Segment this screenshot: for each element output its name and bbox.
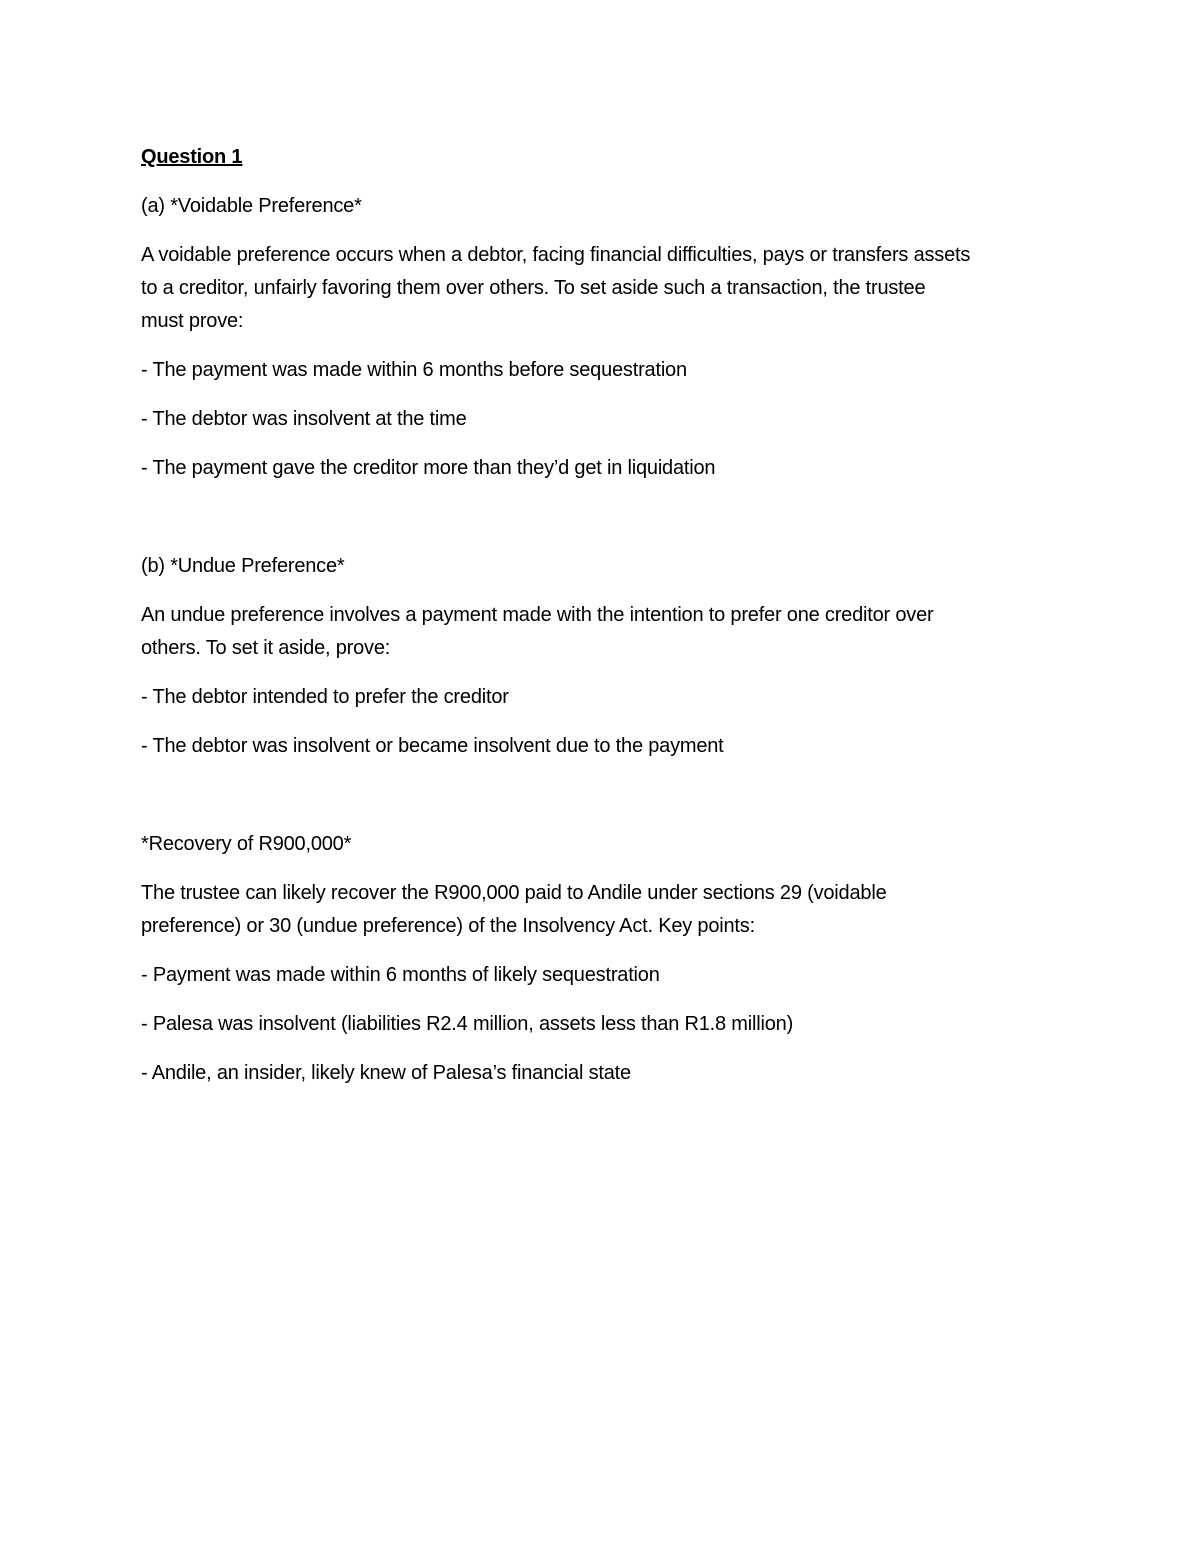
- section-a-paragraph-line: A voidable preference occurs when a debtor, facing financial difficulties, pays or transfers assets: [141, 244, 971, 266]
- recovery-title: *Recovery of R900,000*: [141, 833, 352, 855]
- section-a-point: - The payment was made within 6 months before sequestration: [141, 359, 687, 381]
- recovery-point: - Palesa was insolvent (liabilities R2.4 million, assets less than R1.8 million): [141, 1013, 794, 1035]
- section-b-paragraph-line: An undue preference involves a payment made with the intention to prefer one creditor over: [141, 604, 934, 626]
- recovery-point: - Andile, an insider, likely knew of Palesa’s financial state: [141, 1062, 631, 1084]
- section-a-title: (a) *Voidable Preference*: [141, 195, 362, 217]
- section-a-point: - The payment gave the creditor more than they’d get in liquidation: [141, 457, 716, 479]
- section-a-paragraph-line: must prove:: [141, 310, 244, 332]
- section-b-point: - The debtor was insolvent or became insolvent due to the payment: [141, 735, 724, 757]
- recovery-paragraph-line: The trustee can likely recover the R900,000 paid to Andile under sections 29 (voidable: [141, 882, 887, 904]
- section-b-title: (b) *Undue Preference*: [141, 555, 345, 577]
- recovery-paragraph-line: preference) or 30 (undue preference) of the Insolvency Act. Key points:: [141, 915, 755, 937]
- section-b-paragraph-line: others. To set it aside, prove:: [141, 637, 391, 659]
- section-a-paragraph-line: to a creditor, unfairly favoring them over others. To set aside such a transaction, the trustee: [141, 277, 926, 299]
- question-heading: Question 1: [141, 146, 243, 168]
- section-b-point: - The debtor intended to prefer the creditor: [141, 686, 509, 708]
- recovery-point: - Payment was made within 6 months of likely sequestration: [141, 964, 660, 986]
- section-a-point: - The debtor was insolvent at the time: [141, 408, 467, 430]
